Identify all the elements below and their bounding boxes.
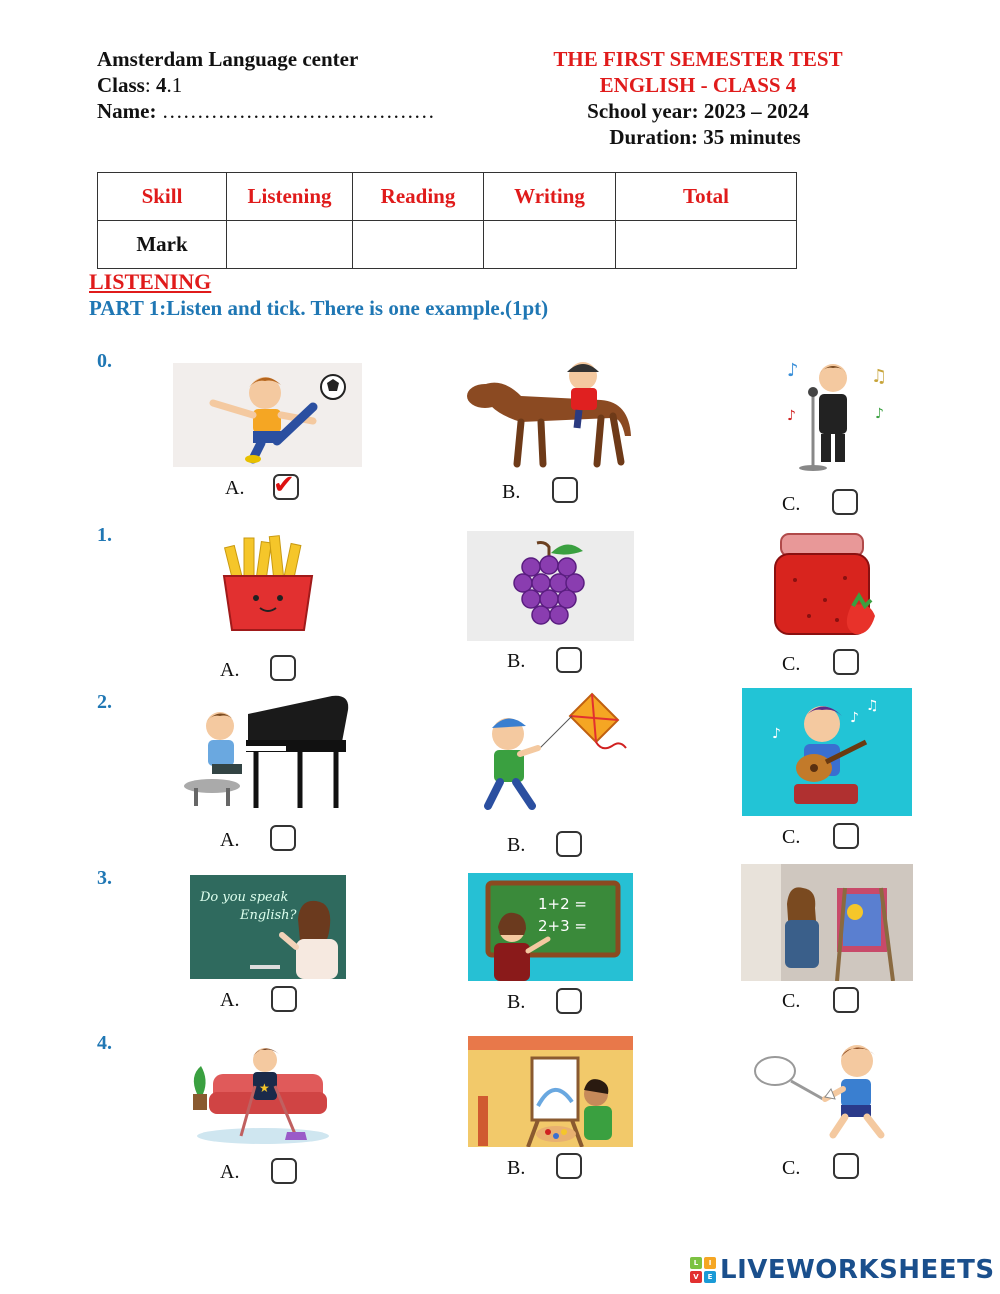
marks-row xyxy=(98,221,797,269)
boy-kicking-football-picture xyxy=(173,363,362,467)
grapes-picture xyxy=(467,531,634,641)
answer-checkbox[interactable] xyxy=(556,1153,582,1179)
boy-sweeping-floor-picture xyxy=(183,1036,338,1146)
strawberry-jam-picture xyxy=(765,530,883,642)
school-year: School year: 2023 – 2024 xyxy=(587,99,809,123)
option-letter: A. xyxy=(220,989,240,1011)
duration: Duration: 35 minutes xyxy=(609,125,801,149)
svg-text:1+2 =: 1+2 = xyxy=(538,895,587,913)
answer-checkbox[interactable] xyxy=(556,988,582,1014)
option-letter: A. xyxy=(220,659,240,681)
svg-text:♫: ♫ xyxy=(866,698,879,714)
header-reading: Reading xyxy=(353,173,484,221)
option-letter: B. xyxy=(502,481,521,503)
answer-checkbox[interactable] xyxy=(270,825,296,851)
name-line: Name: ………………………………… xyxy=(97,99,435,123)
header-total: Total xyxy=(616,173,797,221)
answer-checkbox[interactable] xyxy=(556,831,582,857)
answer-checkbox[interactable] xyxy=(833,1153,859,1179)
svg-text:English?: English? xyxy=(240,908,297,923)
svg-text:♪: ♪ xyxy=(772,726,781,742)
question-number: 2. xyxy=(97,691,112,713)
marks-table xyxy=(97,172,797,269)
woman-painting-picture xyxy=(741,864,913,981)
answer-checkbox[interactable] xyxy=(270,655,296,681)
test-subtitle: ENGLISH - CLASS 4 xyxy=(599,73,797,97)
section-title: LISTENING xyxy=(89,269,212,294)
part-instruction: PART 1:Listen and tick. There is one example.(1pt) xyxy=(89,296,549,320)
boy-playing-piano-picture xyxy=(182,690,352,814)
svg-text:♪: ♪ xyxy=(787,360,799,381)
header-listening: Listening xyxy=(227,173,353,221)
boy-painting-picture-picture xyxy=(468,1036,633,1147)
svg-text:Do you speak: Do you speak xyxy=(200,890,289,905)
school-name: Amsterdam Language center xyxy=(97,47,359,71)
boy-playing-guitar-picture xyxy=(742,688,912,816)
answer-checkbox[interactable] xyxy=(833,649,859,675)
option-letter: C. xyxy=(782,826,801,848)
french-fries-picture xyxy=(212,532,324,636)
option-letter: A. xyxy=(220,1161,240,1183)
teacher-at-blackboard-picture xyxy=(190,875,346,979)
question-number: 1. xyxy=(97,524,112,546)
answer-checkbox[interactable] xyxy=(552,477,578,503)
svg-text:★: ★ xyxy=(259,1081,270,1095)
boy-riding-horse-picture xyxy=(461,356,641,472)
answer-checkbox[interactable] xyxy=(273,470,299,500)
option-letter: B. xyxy=(507,1157,526,1179)
school-info xyxy=(97,46,435,124)
svg-text:2+3 =: 2+3 = xyxy=(538,917,587,935)
mark-label: Mark xyxy=(98,221,227,269)
boy-playing-badminton-picture xyxy=(745,1039,913,1141)
mark-reading-cell[interactable] xyxy=(353,221,484,269)
option-letter: C. xyxy=(782,653,801,675)
liveworksheets-logo[interactable] xyxy=(690,1254,995,1286)
option-letter: C. xyxy=(782,990,801,1012)
question-number: 0. xyxy=(97,350,112,372)
maths-teacher-picture xyxy=(468,873,633,981)
option-letter: A. xyxy=(225,477,245,499)
test-info xyxy=(520,46,876,150)
option-letter: B. xyxy=(507,650,526,672)
svg-text:♪: ♪ xyxy=(875,406,884,422)
option-letter: A. xyxy=(220,829,240,851)
answer-checkbox[interactable] xyxy=(833,987,859,1013)
name-field[interactable]: ………………………………… xyxy=(161,99,435,123)
header-skill: Skill xyxy=(98,173,227,221)
svg-text:♪: ♪ xyxy=(787,408,796,424)
option-letter: B. xyxy=(507,834,526,856)
option-letter: B. xyxy=(507,991,526,1013)
class-line: Class: 4.1 xyxy=(97,73,183,97)
question-number: 3. xyxy=(97,867,112,889)
header-writing: Writing xyxy=(484,173,616,221)
svg-text:♫: ♫ xyxy=(871,366,888,387)
mark-listening-cell[interactable] xyxy=(227,221,353,269)
logo-mark-icon: L I V E xyxy=(690,1257,716,1283)
answer-checkbox[interactable] xyxy=(556,647,582,673)
answer-checkbox[interactable] xyxy=(271,986,297,1012)
logo-text: LIVEWORKSHEETS xyxy=(720,1255,995,1285)
test-title: THE FIRST SEMESTER TEST xyxy=(553,47,843,71)
mark-total-cell[interactable] xyxy=(616,221,797,269)
option-letter: C. xyxy=(782,493,801,515)
boy-flying-kite-picture xyxy=(472,690,630,822)
answer-checkbox[interactable] xyxy=(832,489,858,515)
answer-checkbox[interactable] xyxy=(271,1158,297,1184)
check-mark-icon: ✔ xyxy=(273,470,295,500)
answer-checkbox[interactable] xyxy=(833,823,859,849)
mark-writing-cell[interactable] xyxy=(484,221,616,269)
marks-header-row xyxy=(98,173,797,221)
option-letter: C. xyxy=(782,1157,801,1179)
boy-singing-picture xyxy=(775,356,891,473)
question-number: 4. xyxy=(97,1032,112,1054)
svg-text:♪: ♪ xyxy=(850,710,859,726)
